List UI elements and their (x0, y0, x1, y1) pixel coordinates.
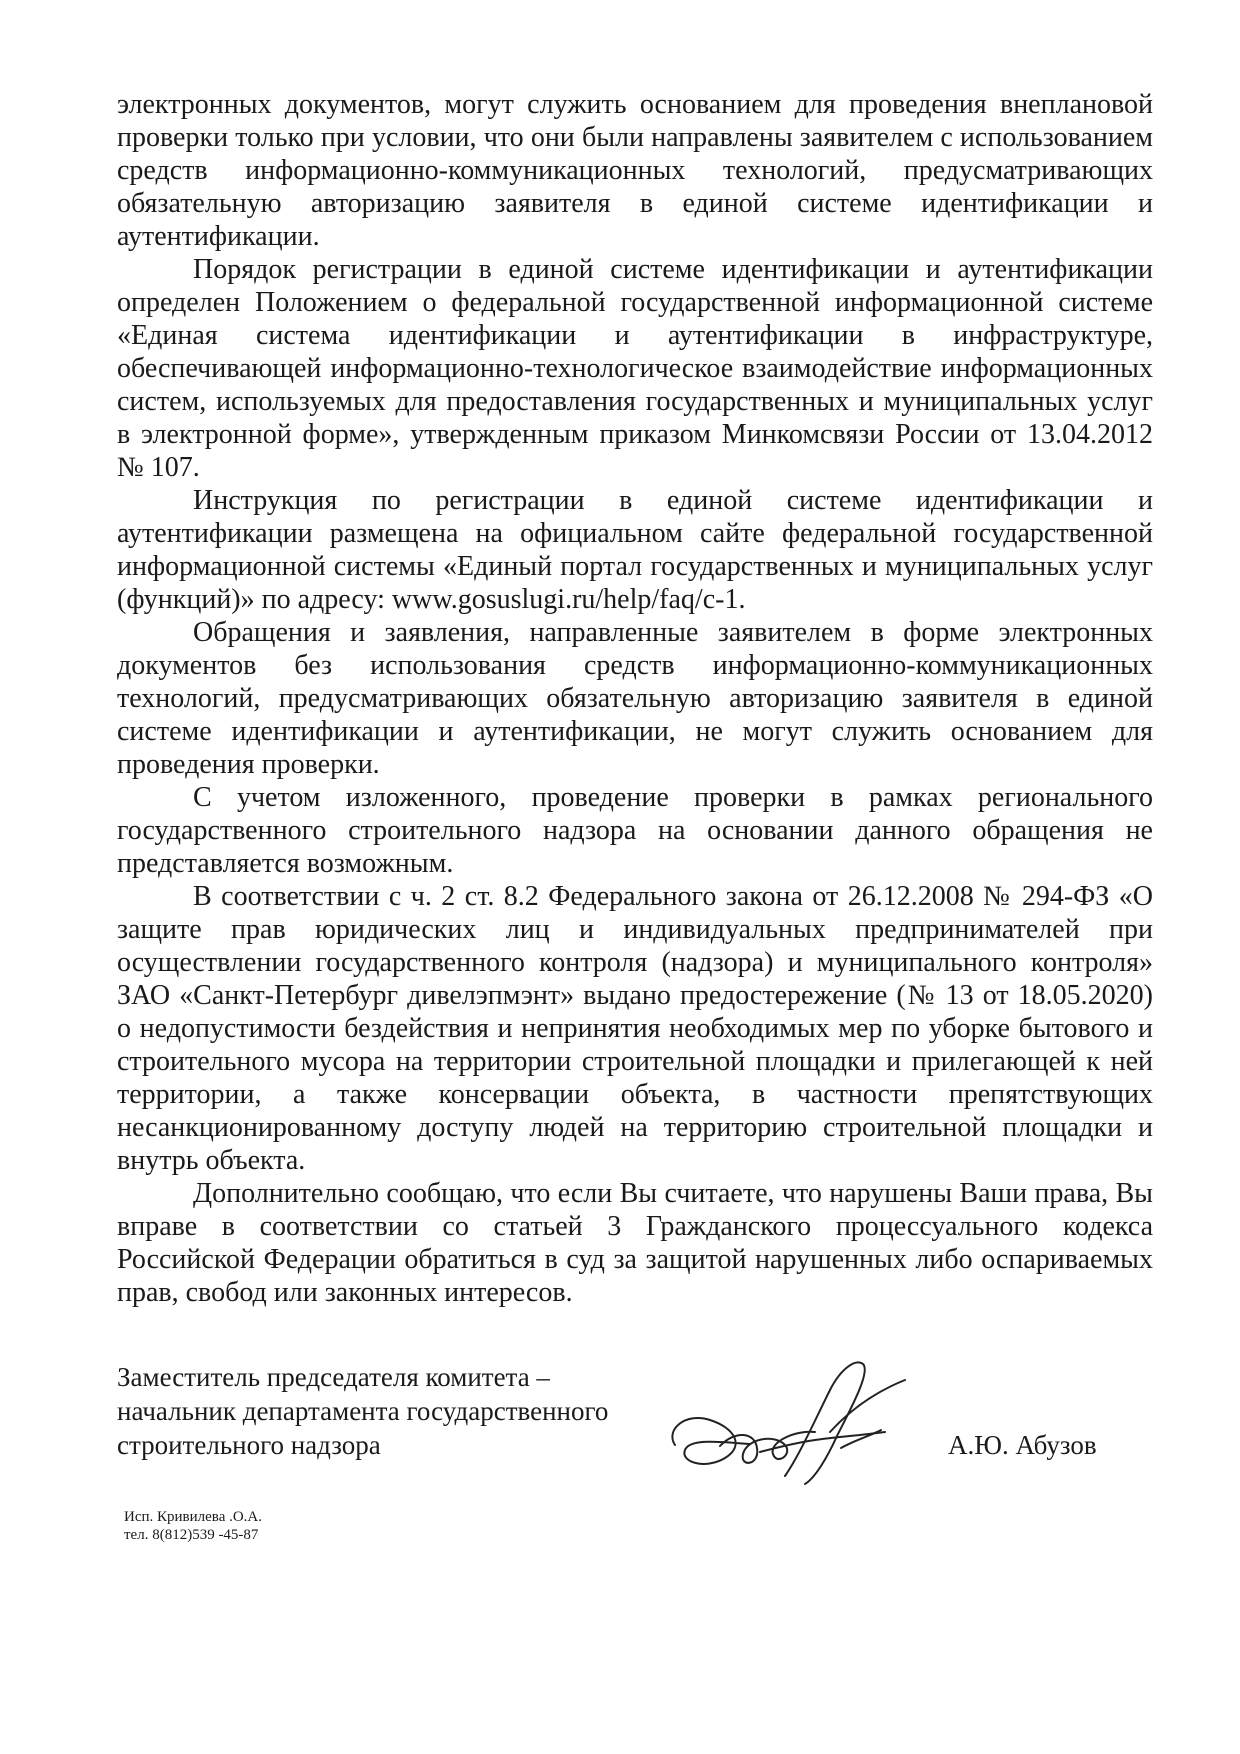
handwritten-signature (665, 1350, 915, 1490)
paragraph: В соответствии с ч. 2 ст. 8.2 Федерального закона от 26.12.2008 № 294-ФЗ «О защите прав юридических лиц и индивидуальных предпринимателей при осуществлении государственного контроля (надзора) и муниципального контроля» ЗАО «Санкт-Петербург дивелэпмэнт» выдано предостережение (№ 13 от 18.05.2020) о недопустимости бездействия и непринятия необходимых мер по уборке бытового и строительного мусора на территории строительной площадки и прилегающей к ней территории, а также консервации объекта, в частности препятствующих несанкционированному доступу людей на территорию строительной площадки и внутрь объекта. (117, 881, 1153, 1176)
paragraph: С учетом изложенного, проведение проверки в рамках регионального государственного строительного надзора на основании данного обращения не представляется возможным. (117, 782, 1153, 879)
signer-name: А.Ю. Абузов (948, 1430, 1097, 1460)
paragraph: Инструкция по регистрации в единой системе идентификации и аутентификации размещена на официальном сайте федеральной государственной информационной системы «Единый портал государственных и муниципальных услуг (функций)» по адресу: www.gosuslugi.ru/help/faq/c-1. (117, 485, 1153, 615)
signer-position (117, 1360, 677, 1462)
paragraph: электронных документов, могут служить основанием для проведения внеплановой проверки только при условии, что они были направлены заявителем с использованием средств информационно-коммуникационных технологий, предусматривающих обязательную авторизацию заявителя в единой системе идентификации и аутентификации. (117, 89, 1153, 252)
paragraph: Дополнительно сообщаю, что если Вы считаете, что нарушены Ваши права, Вы вправе в соответствии со статьей 3 Гражданского процессуального кодекса Российской Федерации обратиться в суд за защитой нарушенных либо оспариваемых прав, свобод или законных интересов. (117, 1178, 1153, 1308)
executor-info (124, 1508, 262, 1544)
paragraph: Обращения и заявления, направленные заявителем в форме электронных документов без использования средств информационно-коммуникационных технологий, предусматривающих обязательную авторизацию заявителя в единой системе идентификации и аутентификации, не могут служить основанием для проведения проверки. (117, 617, 1153, 780)
signer-position-line: строительного надзора (117, 1430, 381, 1460)
executor-phone: тел. 8(812)539 -45-87 (124, 1527, 259, 1543)
signer-position-line: начальник департамента государственного (117, 1396, 609, 1426)
paragraph: Порядок регистрации в единой системе идентификации и аутентификации определен Положением о федеральной государственной информационной системе «Единая система идентификации и аутентификации в инфраструктуре, обеспечивающей информационно-технологическое взаимодействие информационных систем, используемых для предоставления государственных и муниципальных услуг в электронной форме», утвержденным приказом Минкомсвязи России от 13.04.2012 № 107. (117, 254, 1153, 483)
executor-name: Исп. Кривилева .О.А. (124, 1509, 263, 1525)
signer-position-line: Заместитель председателя комитета – (117, 1362, 550, 1392)
letter-body (117, 88, 1153, 1309)
